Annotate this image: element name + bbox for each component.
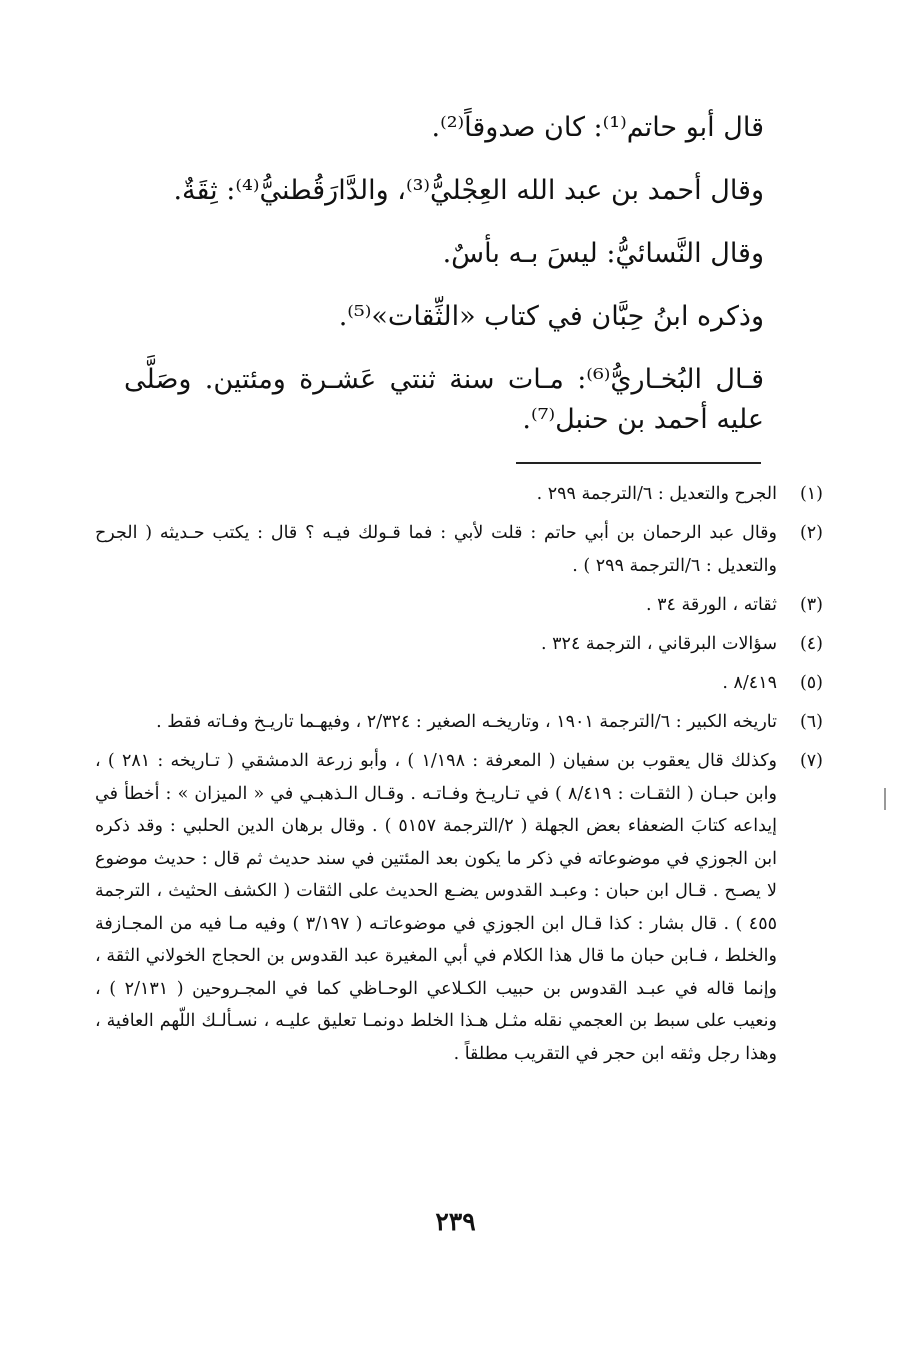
scan-edge-mark — [884, 788, 886, 810]
footnote-item — [95, 745, 823, 1070]
footnote-number: (١) — [799, 484, 823, 504]
footnote-number: (٧) — [799, 751, 823, 771]
footnote-text: تاريخه الكبير : ٦/الترجمة ١٩٠١ ، وتاريخـه الصغير : ٢/٣٢٤ ، وفيهـما تاريـخ وفـاته فقط . — [156, 712, 777, 732]
footnote-text: ٨/٤١٩ . — [722, 673, 777, 693]
footnote-item — [95, 667, 823, 700]
footnote-item — [95, 589, 823, 622]
footnote-item — [95, 628, 823, 661]
main-line-bukhari: قـال البُخـاريُّ⁽⁶⁾: مـات سنة ثنتي عَشـرة ومئتين. وصَلَّى عليه أحمد بن حنبل⁽⁷⁾. — [124, 364, 765, 435]
main-line-ijli-daraqutni: وقال أحمد بن عبد الله العِجْليُّ⁽³⁾، والدَّارَقُطنيُّ⁽⁴⁾: ثِقَةٌ. — [173, 175, 764, 206]
footnote-item — [95, 478, 823, 511]
footnote-number: (٤) — [799, 634, 823, 654]
main-text-block — [124, 108, 764, 440]
footnote-number: (٣) — [799, 595, 823, 615]
main-line-abu-hatim: قال أبو حاتم⁽¹⁾: كان صدوقاً⁽²⁾. — [431, 112, 764, 143]
page-number: ٢٣٩ — [435, 1207, 476, 1236]
footnote-text: الجرح والتعديل : ٦/الترجمة ٢٩٩ . — [536, 484, 777, 504]
footnote-number: (٥) — [799, 673, 823, 693]
footnote-number: (٢) — [799, 523, 823, 543]
footnote-item — [95, 517, 823, 583]
footnote-text: ثقاته ، الورقة ٣٤ . — [645, 595, 777, 615]
footnote-item — [95, 706, 823, 739]
footnote-text: وكذلك قال يعقوب بن سفيان ( المعرفة : ١/١٩٨ ) ، وأبو زرعة الدمشقي ( تـاريخه : ٢٨١ ) ، وابن حبـان ( الثقـات : ٨/٤١٩ ) في تـاريـخ وفـاتـه . وقـال الـذهبـي في « الميزان » : أخطأ في إيداعه كتابَ الضعفاء بعض الجهلة ( ٢/الترجمة ٥١٥٧ ) . وقال برهان الدين الحلبي : وقد ذكره ابن الجوزي في موضوعاته في ذكر ما يكون بعد المئتين في سند حديث ثم قال : حديث موضوع لا يصـح . قـال ابن حبان : وعبـد القدوس يضـع الحديث على الثقات ( الكشف الحثيث ، الترجمة ٤٥٥ ) . قال بشار : كذا قـال ابن الجوزي في موضوعاتـه ( ٣/١٩٧ ) وفيه مـا فيه من المجـازفة والخلط ، فـابن حبان ما قال هذا الكلام في أبي المغيرة عبد القدوس بن الحجاج الخولاني الثقة ، وإنما قاله في عبـد القدوس بن حبيب الكـلاعي الوحـاظي كما في المجـروحين ( ٢/١٣١ ) ، ونعيب على سبط بن العجمي نقله مثـل هـذا الخلط دونمـا تعليق عليـه ، نسـألـك اللّهم العافية ، وهذا رجل وثقه ابن حجر في التقريب مطلقاً . — [95, 751, 778, 1064]
footnote-separator-rule — [516, 462, 761, 464]
footnotes-block — [95, 478, 823, 1076]
main-line-nasai: وقال النَّسائيُّ: ليسَ بـه بأسٌ. — [442, 238, 764, 269]
main-line-ibn-hibban: وذكره ابنُ حِبَّان في كتاب «الثِّقات»⁽⁵⁾. — [338, 301, 764, 332]
footnote-text: وقال عبد الرحمان بن أبي حاتم : قلت لأبي : فما قـولك فيـه ؟ قال : يكتب حـديثه ( الجرح والتعديل : ٦/الترجمة ٢٩٩ ) . — [95, 523, 778, 576]
footnote-text: سؤالات البرقاني ، الترجمة ٣٢٤ . — [541, 634, 777, 654]
footnote-number: (٦) — [799, 712, 823, 732]
